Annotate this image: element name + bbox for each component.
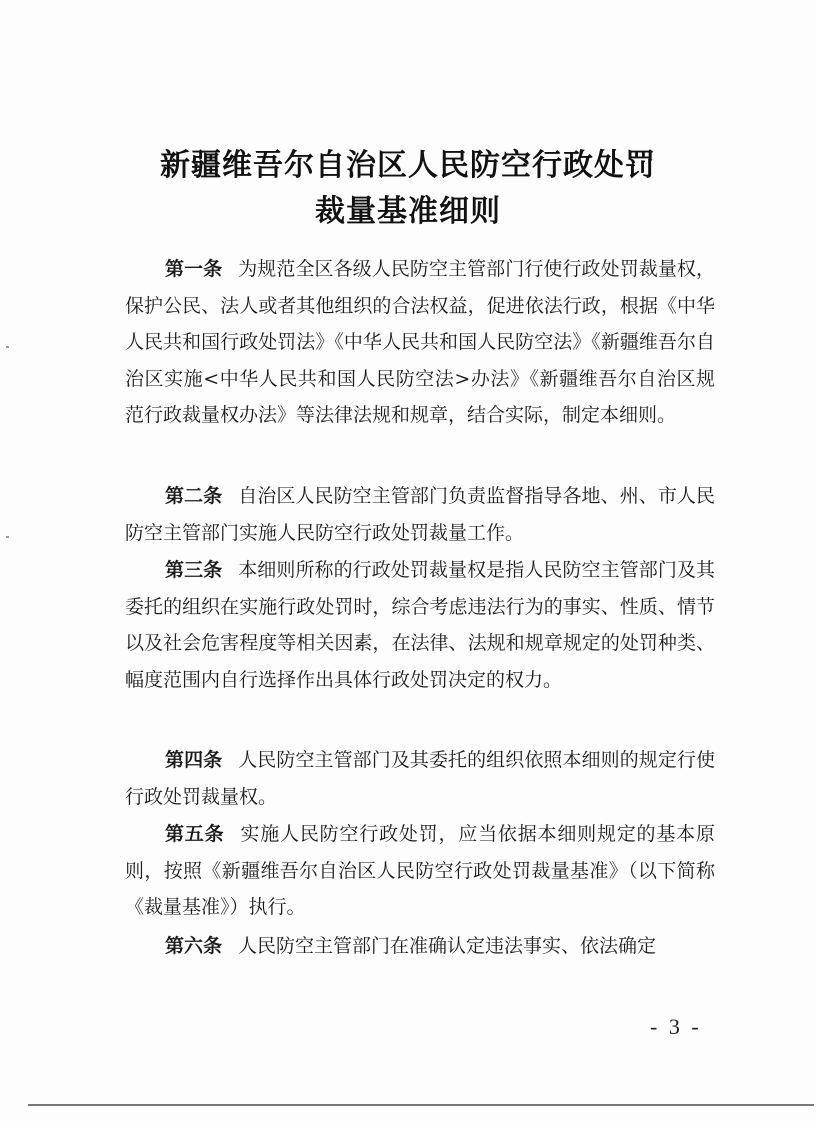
- article-heading: 第二条: [165, 485, 223, 507]
- page-bottom-edge-line: [28, 1104, 814, 1106]
- article-text: 实施人民防空行政处罚，应当依据本细则规定的基本原则，按照《新疆维吾尔自治区人民防空行政处罚裁量基准》（以下简称《裁量基准》）执行。: [125, 823, 715, 919]
- document-title-line-2: 裁量基准细则: [315, 194, 501, 229]
- article-heading: 第六条: [165, 935, 223, 957]
- document-title-line-1: 新疆维吾尔自治区人民防空行政处罚: [160, 148, 656, 183]
- article-heading: 第一条: [165, 258, 223, 280]
- article-heading: 第四条: [165, 749, 223, 771]
- article-text: 为规范全区各级人民防空主管部门行使行政处罚裁量权，保护公民、法人或者其他组织的合法权益，促进依法行政，根据《中华人民共和国行政处罚法》《中华人民共和国人民防空法》《新疆维吾尔自治区实施<中华人民共和国人民防空法>办法》《新疆维吾尔自治区规范行政裁量权办法》等法律法规和规章，结合实际，制定本细则。: [125, 258, 715, 427]
- article-3: [125, 552, 715, 698]
- article-heading: 第五条: [165, 823, 225, 845]
- article-heading: 第三条: [165, 559, 223, 581]
- scan-margin-mark: [6, 346, 9, 348]
- article-text: 人民防空主管部门及其委托的组织依照本细则的规定行使行政处罚裁量权。: [125, 749, 715, 808]
- page-number: - 3 -: [650, 1014, 702, 1039]
- article-text: 自治区人民防空主管部门负责监督指导各地、州、市人民防空主管部门实施人民防空行政处罚裁量工作。: [125, 485, 715, 544]
- article-1: [125, 251, 715, 434]
- article-4: [125, 742, 715, 815]
- article-text: 本细则所称的行政处罚裁量权是指人民防空主管部门及其委托的组织在实施行政处罚时，综合考虑违法行为的事实、性质、情节以及社会危害程度等相关因素，在法律、法规和规章规定的处罚种类、幅度范围内自行选择作出具体行政处罚决定的权力。: [125, 559, 715, 691]
- article-2: [125, 478, 715, 551]
- scan-margin-mark: [6, 536, 9, 538]
- article-text: 人民防空主管部门在准确认定违法事实、依法确定: [238, 935, 657, 957]
- article-5: [125, 816, 715, 926]
- article-6: [125, 928, 715, 965]
